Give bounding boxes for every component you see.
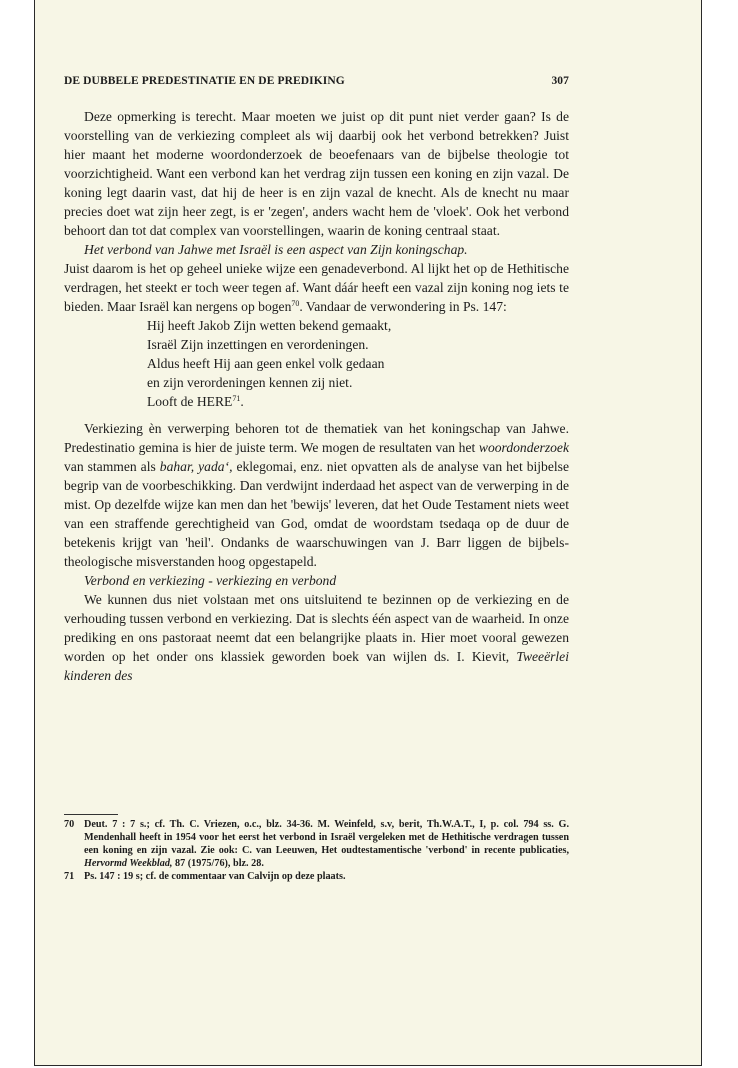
paragraph-2 xyxy=(64,240,569,316)
paragraph-4-text: We kunnen dus niet volstaan met ons uitsluitend te bezinnen op de verkiezing en de verhouding tussen verbond en verkiezing. Dat is slechts één aspect van de waarheid. In onze prediking en ons pastoraat neemt dat een belangrijke plaats in. Hier moet vooral gewezen worden op het onder ons klassiek geworden boek van wijlen ds. I. Kievit, xyxy=(64,592,569,664)
verse-line: en zijn verordeningen kennen zij niet. xyxy=(147,375,353,390)
verse-line: Hij heeft Jakob Zijn wetten bekend gemaakt, xyxy=(147,318,392,333)
footnote-number: 70 xyxy=(64,819,75,830)
verse-line-last xyxy=(147,392,569,411)
paragraph-2-tail: . Vandaar de verwondering in Ps. 147: xyxy=(299,299,507,314)
paragraph-2-text: Juist daarom is het op geheel unieke wijze een genadeverbond. Al lijkt het op de Hethitische verdragen, het steekt er toch weer tegen af. Want dáár heeft een vazal zijn koning nog iets te bieden. Maar Israël kan nergens op bogen xyxy=(64,261,569,314)
paragraph-3-term-2: bahar, yada‘, xyxy=(159,459,233,474)
psalm-quote xyxy=(147,316,569,411)
footnote-text: Ps. 147 : 19 s; cf. de commentaar van Calvijn op deze plaats. xyxy=(84,871,346,882)
footnote-70 xyxy=(64,818,569,870)
section-heading: Verbond en verkiezing - verkiezing en verbond xyxy=(84,573,337,588)
footnotes xyxy=(64,818,569,883)
page-number: 307 xyxy=(551,75,569,87)
footnote-71 xyxy=(64,870,569,883)
paragraph-3-text-c: eklegomai, enz. niet opvatten als de analyse van het bijbelse begrip van de voorbeschikking. Dan verdwijnt inderdaad het aspect van de verwerping in de mist. Op dezelfde wijze kan men dan het 'bewijs' leveren, dat het Oude Testament niets weet van een straffende gerechtigheid van God, omdat de woordstam tsedaqa op de duur de betekenis krijgt van 'heil'. Ondanks de waarschuwingen van J. Barr liggen de bijbels-theologische misverstanden hoog opgestapeld. xyxy=(64,459,569,569)
footnote-text-tail: 87 (1975/76), blz. 28. xyxy=(172,858,264,869)
verse-last-text: Looft de HERE xyxy=(147,394,233,409)
verse-line: Israël Zijn inzettingen en verordeningen. xyxy=(147,337,369,352)
paragraph-2-emphasis: Het verbond van Jahwe met Israël is een aspect van Zijn koningschap. xyxy=(84,242,468,257)
verse-line: Aldus heeft Hij aan geen enkel volk gedaan xyxy=(147,356,385,371)
paragraph-4 xyxy=(64,590,569,685)
footnote-ref-71: 71 xyxy=(232,394,241,403)
paragraph-4-book-title: Tweeërlei kinderen des xyxy=(64,649,569,683)
running-header-title: DE DUBBELE PREDESTINATIE EN DE PREDIKING xyxy=(64,75,345,87)
paragraph-3-text-b: van stammen als xyxy=(64,459,160,474)
paragraph-3 xyxy=(64,419,569,571)
footnote-text: Deut. 7 : 7 s.; cf. Th. C. Vriezen, o.c., blz. 34-36. M. Weinfeld, s.v, berit, Th.W.A.T., I, p. col. 794 ss. G. Mendenhall heeft in 1954 voor het eerst het verbond in Israël vergeleken met de Hethitische verdragen tussen een koning en zijn vazal. Zie ook: C. van Leeuwen, Het oudtestamentische 'verbond' in recente publicaties, xyxy=(84,819,569,856)
footnote-ref-70: 70 xyxy=(291,299,300,308)
paragraph-3-term-1: woordonderzoek xyxy=(478,440,569,455)
verse-last-tail: . xyxy=(240,394,244,409)
running-header xyxy=(64,75,569,93)
footnote-rule xyxy=(64,814,118,815)
footnote-journal: Hervormd Weekblad, xyxy=(84,858,173,869)
paragraph-1: Deze opmerking is terecht. Maar moeten we juist op dit punt niet verder gaan? Is de voorstelling van de verkiezing compleet als wij daarbij ook het verbond betrekken? Juist hier maant het moderne woordonderzoek de beoefenaars van de bijbelse theologie tot voorzichtigheid. Want een verbond kan het verdrag zijn tussen een koning en zijn vazal. De koning legt daarin vast, dat hij de heer is en zijn vazal de knecht. Als de knecht nu maar precies doet wat zijn heer zegt, is er 'zegen', anders wacht hem de 'vloek'. Ook het verbond behoort dan tot dat complex van voorstellingen, waarin de koning centraal staat. xyxy=(64,109,569,238)
footnote-number: 71 xyxy=(64,871,75,882)
body-text xyxy=(64,107,569,685)
paragraph-3-text-a: Verkiezing èn verwerping behoren tot de thematiek van het koningschap van Jahwe. Predestinatio gemina is hier de juiste term. We mogen de resultaten van het xyxy=(64,421,569,455)
